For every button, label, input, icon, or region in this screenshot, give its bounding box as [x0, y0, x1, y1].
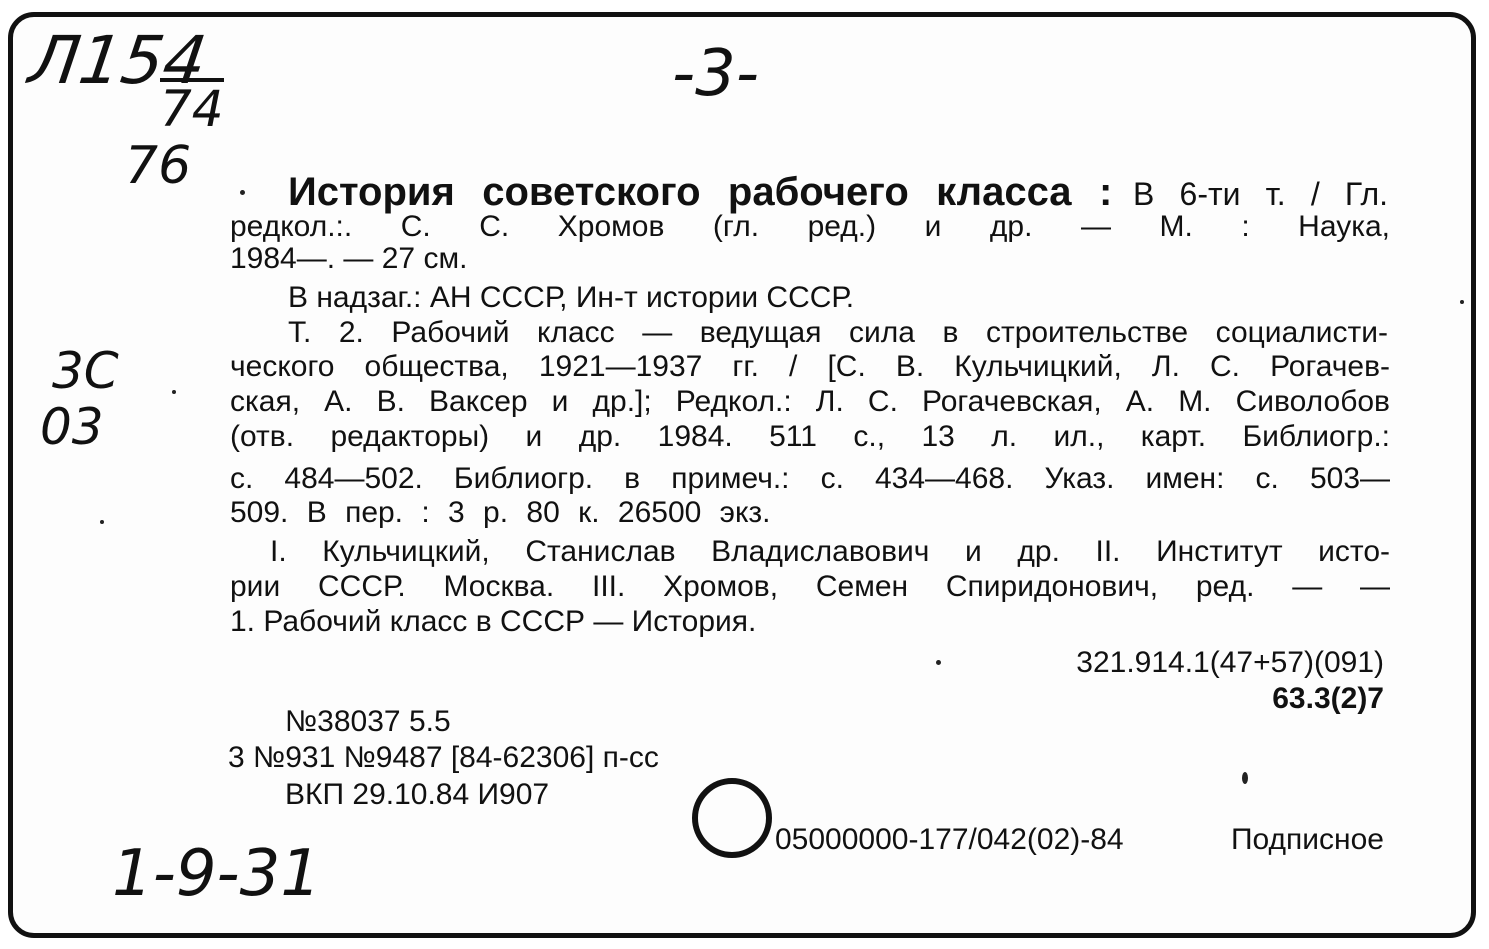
book-title: История советского рабочего класса : — [288, 170, 1113, 214]
volume-line: 509. В пер. : 3 р. 80 к. 26500 экз. — [230, 496, 771, 529]
index-code: 05000000-177/042(02)-84 — [775, 823, 1124, 856]
handwritten-bottom-number: 1-9-31 — [112, 837, 322, 911]
volumes-note: В 6-ти т. / Гл. — [1133, 176, 1388, 212]
scan-speck — [100, 520, 104, 524]
volume-line: Т. 2. Рабочий класс — ведущая сила в строительстве социалисти- — [288, 316, 1388, 349]
volume-line: (отв. редакторы) и др. 1984. 511 с., 13 л. ил., карт. Библиогр.: — [230, 420, 1390, 453]
handwritten-call-number-bottom: 76 — [125, 136, 192, 196]
udc-index: 321.914.1(47+57)(091) — [1076, 646, 1384, 679]
tracing-line: I. Кульчицкий, Станислав Владиславович и др. II. Институт исто- — [270, 535, 1390, 568]
tracing-line: рии СССР. Москва. III. Хромов, Семен Спиридонович, ред. — — — [230, 570, 1390, 603]
handwritten-call-number-mid: 74 — [160, 80, 224, 138]
handwritten-call-number: Л154 — [24, 22, 212, 99]
handwritten-margin-mark: 3C — [52, 342, 119, 400]
bbk-index: 63.3(2)7 — [1272, 682, 1384, 715]
scan-speck — [1242, 772, 1248, 784]
card-title-line — [288, 172, 1388, 212]
scan-speck — [172, 390, 176, 394]
volume-line: с. 484—502. Библиогр. в примеч.: с. 434—468. Указ. имен: с. 503— — [230, 462, 1390, 495]
scan-speck — [936, 660, 941, 665]
heading-line: 1984—. — 27 см. — [230, 242, 468, 275]
tracing-line: 1. Рабочий класс в СССР — История. — [230, 605, 757, 638]
handwritten-margin-mark: 03 — [40, 398, 104, 456]
order-number: №38037 5.5 — [285, 705, 451, 738]
printing-info: ВКП 29.10.84 И907 — [285, 778, 550, 811]
volume-line: ская, А. В. Ваксер и др.]; Редкол.: Л. С. Рогачевская, А. М. Сиволобов — [230, 385, 1390, 418]
order-details: 3 №931 №9487 [84-62306] п-сс — [228, 741, 659, 774]
subscription-label: Подписное — [1230, 823, 1384, 856]
scan-speck — [1460, 300, 1464, 304]
handwritten-page-marker: -3- — [672, 37, 759, 111]
stamp-circle — [692, 778, 772, 858]
series-note: В надзаг.: АН СССР, Ин-т истории СССР. — [288, 281, 855, 314]
scan-speck — [240, 190, 245, 195]
volume-line: ческого общества, 1921—1937 гг. / [С. В. Кульчицкий, Л. С. Рогачев- — [230, 350, 1390, 383]
heading-line: редкол.:. С. С. Хромов (гл. ред.) и др. — М. : Наука, — [230, 210, 1390, 243]
